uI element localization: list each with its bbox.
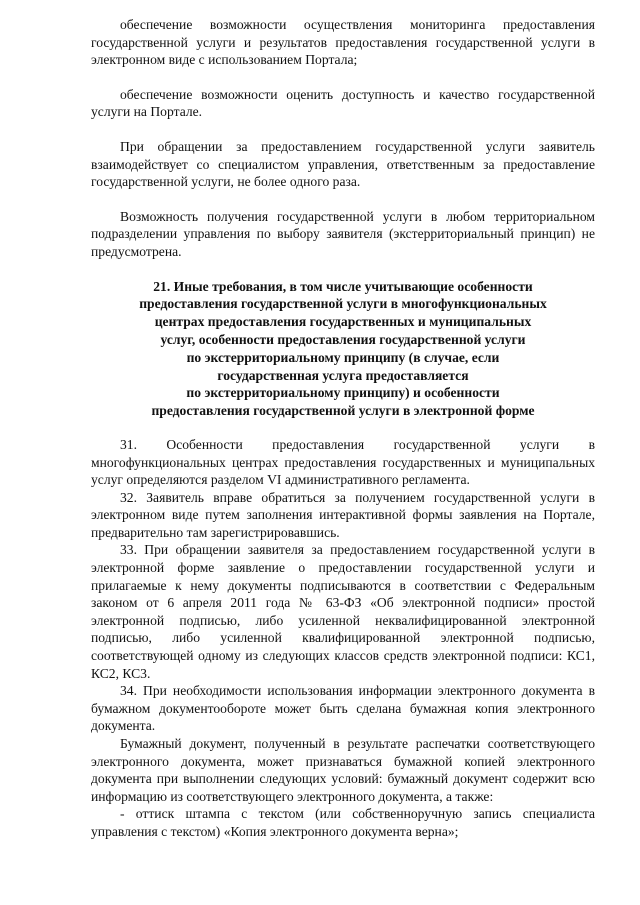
- heading-line: по экстерриториальному принципу) и особенности: [186, 385, 500, 401]
- heading-line: центрах предоставления государственных и муниципальных: [154, 314, 532, 330]
- paragraph-monitoring: обеспечение возможности осуществления мониторинга предоставления государственной услуги и результатов предоставления государственной услуги в электронном виде с использованием Портала;: [91, 17, 595, 68]
- paragraph-32: 32. Заявитель вправе обратиться за получением государственной услуги в электронном виде путем заполнения интерактивной формы заявления на Портале, предварительно там зарегистрировавшись.: [91, 489, 595, 540]
- paragraph-33: 33. При обращении заявителя за предоставлением государственной услуги в электронной форме заявление о предоставлении государственной услуги и прилагаемые к нему документы подписываются в соответствии с Федеральным законом от 6 апреля 2011 года № 63-ФЗ «Об электронной подписи» простой электронной подписью, либо усиленной неквалифицированной электронной подписью, либо усиленной квалифицированной электронной подписью, соответствующей одному из следующих классов средств электронной подписи: КС1, КС2, КС3.: [91, 542, 595, 681]
- document-body: [91, 16, 595, 841]
- paragraph-31: 31. Особенности предоставления государственной услуги в многофункциональных центрах предоставления государственных и муниципальных услуг определяются разделом VI административного регламента.: [91, 436, 595, 488]
- paragraph-34: 34. При необходимости использования информации электронного документа в бумажном документообороте может быть сделана бумажная копия электронного документа.: [91, 683, 595, 734]
- paragraph-extraterritorial: Возможность получения государственной услуги в любом территориальном подразделении управления по выбору заявителя (экстерриториальный принцип) не предусмотрена.: [91, 208, 595, 259]
- paragraph-paper-copy: Бумажный документ, полученный в результате распечатки соответствующего электронного документа, может признаваться бумажной копией электронного документа при выполнении следующих условий: бумажный документ содержит всю информацию из соответствующего электронного документа, а также:: [91, 736, 595, 804]
- heading-line: предоставления государственной услуги в многофункциональных: [139, 296, 547, 312]
- heading-line: предоставления государственной услуги в электронной форме: [151, 403, 535, 419]
- heading-line: по экстерриториальному принципу (в случае, если: [186, 349, 500, 365]
- heading-line: 21. Иные требования, в том числе учитывающие особенности: [153, 278, 533, 294]
- paragraph-interaction: При обращении за предоставлением государственной услуги заявитель взаимодействует со специалистом управления, ответственным за предоставление государственной услуги, не более одного раза.: [91, 138, 595, 190]
- heading-line: услуг, особенности предоставления государственной услуги: [160, 331, 526, 347]
- paragraph-quality: обеспечение возможности оценить доступность и качество государственной услуги на Портале.: [91, 86, 595, 120]
- paragraph-stamp: - оттиск штампа с текстом (или собственноручную запись специалиста управления с текстом) «Копия электронного документа верна»;: [91, 806, 595, 839]
- heading-line: государственная услуга предоставляется: [217, 367, 469, 383]
- section-heading-21: [91, 278, 595, 420]
